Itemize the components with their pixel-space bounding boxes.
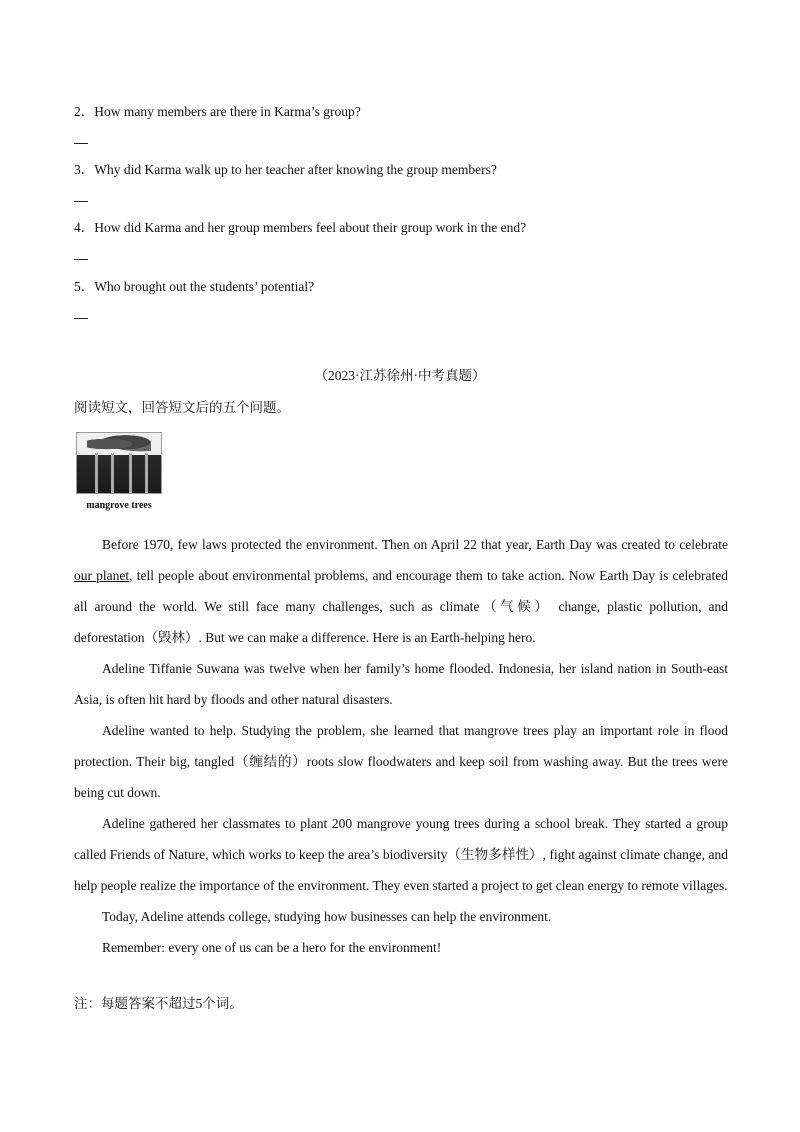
question-3: 3．Why did Karma walk up to her teacher after knowing the group members? (74, 162, 497, 177)
mangrove-figure (76, 432, 162, 511)
paragraph-6: Remember: every one of us can be a hero for the environment! (102, 940, 442, 955)
question-5: 5．Who brought out the students’ potential? (74, 279, 315, 294)
underlined-phrase: our planet (74, 568, 130, 583)
question-4: 4．How did Karma and her group members feel about their group work in the end? (74, 220, 527, 235)
passage (74, 529, 728, 963)
paragraph-3: Adeline wanted to help. Studying the problem, she learned that mangrove trees play an important role in flood protection. Their big, tangled（缠结的）roots slow floodwaters and keep soil from washing away. But the trees were being cut down. (74, 723, 728, 800)
answer-blank-4[interactable] (74, 259, 88, 260)
paragraph-2: Adeline Tiffanie Suwana was twelve when her family’s home flooded. Indonesia, her island nation in South-east Asia, is often hit hard by floods and other natural disasters. (74, 661, 728, 707)
answer-blank-5[interactable] (74, 318, 88, 319)
instruction: 阅读短文，回答短文后的五个问题。 (74, 400, 290, 415)
figure-caption: mangrove trees (86, 500, 152, 511)
answer-blank-2[interactable] (74, 143, 88, 144)
paragraph-5: Today, Adeline attends college, studying how businesses can help the environment. (102, 909, 552, 924)
answer-note: 注：每题答案不超过5个词。 (74, 996, 243, 1011)
question-2: 2．How many members are there in Karma’s group? (74, 104, 361, 119)
paragraph-1: Before 1970, few laws protected the environment. Then on April 22 that year, Earth Day was created to celebrate our planet, tell people about environmental problems, and encourage them to take action. Now Earth Day is celebrated all around the world. We still face many challenges, such as climate（气候） change, plastic pollution, and deforestation（毁林）. But we can make a difference. Here is an Earth-helping hero. (74, 537, 729, 645)
source-label: （2023·江苏徐州·中考真题） (314, 368, 486, 383)
mangrove-photo (76, 432, 162, 494)
paragraph-4: Adeline gathered her classmates to plant 200 mangrove young trees during a school break. They started a group called Friends of Nature, which works to keep the area’s biodiversity（生物多样性）, fight against climate change, and help people realize the importance of the environment. They even started a project to get clean energy to remote villages. (74, 816, 728, 893)
answer-blank-3[interactable] (74, 201, 88, 202)
